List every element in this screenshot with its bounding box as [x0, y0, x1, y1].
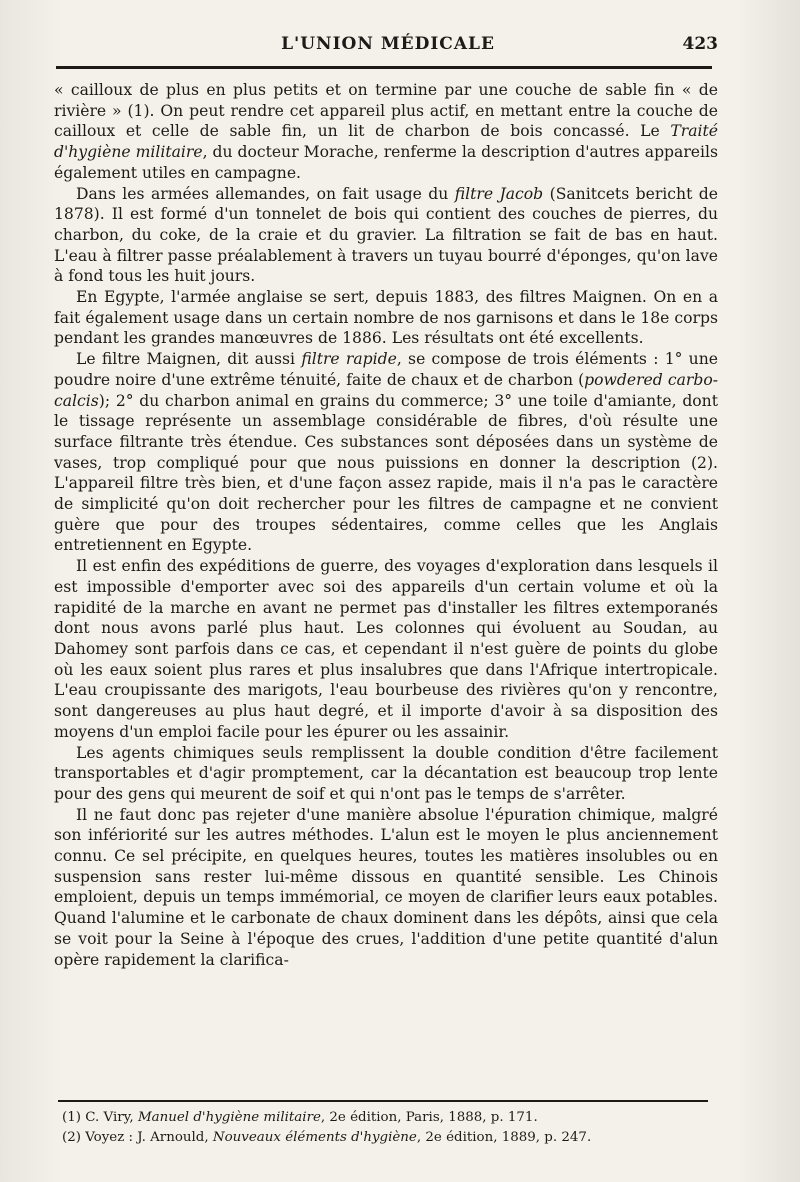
paragraph	[54, 80, 718, 184]
text-run: En Egypte, l'armée anglaise se sert, depuis 1883, des filtres Maignen. On en a fait également usage dans un certain nombre de nos garnisons et dans le 18e corps pendant les grandes manœuvres de 1886. Les résultats ont été excellents.	[54, 288, 718, 348]
italic-title: filtre rapide	[301, 350, 397, 369]
text-run: Il ne faut donc pas rejeter d'une manière absolue l'épuration chimique, malgré son infériorité sur les autres méthodes. L'alun est le moyen le plus anciennement connu. Ce sel précipite, en quelques heures, toutes les matières insolubles ou en suspension sans rester lui-même dissous en quantité sensible. Les Chinois emploient, depuis un temps immémorial, ce moyen de clarifier leurs eaux potables. Quand l'alumine et le carbonate de chaux dominent dans les dépôts, ainsi que cela se voit pour la Seine à l'époque des crues, l'addition d'une petite quantité d'alun opère rapidement la clarifica-	[54, 805, 718, 969]
italic-title: Traité d'hygiène militaire	[54, 122, 718, 162]
page-header	[56, 30, 720, 60]
text-run: Le filtre Maignen, dit aussi	[76, 350, 302, 369]
paragraph	[54, 349, 718, 556]
text-run: (Sanitcets bericht de 1878). Il est formé d'un tonnelet de bois qui contient des couches de pierres, du charbon, du coke, de la craie et du gravier. La filtration se fait de bas en haut. L'eau à filtrer passe préalablement à travers un tuyau bourré d'éponges, qu'on lave à fond tous les huit jours.	[54, 184, 718, 286]
paragraph	[54, 184, 718, 288]
footnotes	[62, 1108, 722, 1148]
italic-title: Manuel d'hygiène militaire	[137, 1110, 321, 1125]
italic-title: powdered carbo-calcis	[54, 370, 718, 410]
paragraph	[54, 556, 718, 742]
footnote	[62, 1128, 722, 1148]
text-run: Il est enfin des expéditions de guerre, des voyages d'exploration dans lesquels il est impossible d'emporter avec soi des appareils d'un certain volume et où la rapidité de la marche en avant ne permet pas d'installer les filtres extemporanés dont nous avons parlé plus haut. Les colonnes qui évoluent au Soudan, au Dahomey sont parfois dans ce cas, et cependant il n'est guère de points du globe où les eaux soient plus rares et plus insalubres que dans l'Afrique intertropicale. L'eau croupissante des marigots, l'eau bourbeuse des rivières qu'on y rencontre, sont dangereuses au plus haut degré, et il importe d'avoir à sa disposition des moyens d'un emploi facile pour les épurer ou les assainir.	[54, 557, 718, 741]
text-run: , 2e édition, Paris, 1888, p. 171.	[320, 1110, 538, 1125]
page-number: 423	[682, 34, 718, 54]
paragraph	[54, 805, 718, 971]
text-run: « cailloux de plus en plus petits et on termine par une couche de sable fin « de rivière » (1). On peut rendre cet appareil plus actif, en mettant entre la couche de cailloux et celle de sable fin, un lit de charbon de bois concassé. Le	[54, 81, 718, 141]
text-run: , du docteur Morache, renferme la description d'autres appareils également utiles en campagne.	[54, 143, 718, 182]
italic-title: Nouveaux éléments d'hygiène	[212, 1130, 417, 1145]
italic-title: filtre Jacob	[454, 184, 544, 203]
text-run: Les agents chimiques seuls remplissent la double condition d'être facilement transportables et d'agir promptement, car la décantation est beaucoup trop lente pour des gens qui meurent de soif et qui n'ont pas le temps de s'arrêter.	[54, 743, 718, 803]
text-run: , se compose de trois éléments : 1° une poudre noire d'une extrême ténuité, faite de chaux et de charbon (	[54, 350, 718, 389]
footnote	[62, 1108, 722, 1128]
paragraph	[54, 287, 718, 349]
header-rule	[56, 66, 712, 69]
text-run: ); 2° du charbon animal en grains du commerce; 3° une toile d'amiante, dont le tissage représente un assemblage considérable de fibres, d'où résulte une surface filtrante très étendue. Ces substances sont déposées dans un système de vases, trop compliqué pour que nous puissions en donner la description (2). L'appareil filtre très bien, et d'une façon assez rapide, mais il n'a pas le caractère de simplicité qu'on doit rechercher pour les filtres de campagne et ne convient guère que pour des troupes sédentaires, comme celles que les Anglais entretiennent en Egypte.	[54, 391, 718, 555]
running-head: L'UNION MÉDICALE	[281, 34, 495, 54]
footnote-rule	[58, 1100, 708, 1102]
text-run: , 2e édition, 1889, p. 247.	[416, 1130, 592, 1145]
text-run: (1) C. Viry,	[62, 1110, 138, 1125]
paragraph	[54, 743, 718, 805]
body-text	[54, 80, 718, 970]
text-run: (2) Voyez : J. Arnould,	[62, 1130, 213, 1145]
text-run: Dans les armées allemandes, on fait usage du	[76, 184, 455, 203]
